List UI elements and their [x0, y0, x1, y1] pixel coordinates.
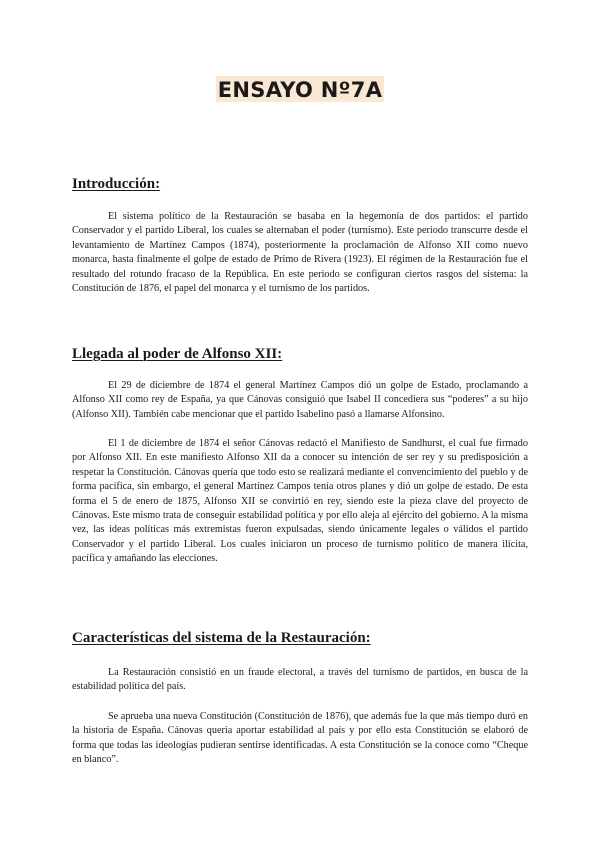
paragraph-caracteristicas-1: La Restauración consistió en un fraude electoral, a través del turnismo de partidos, en busca de la estabilidad política del país. — [72, 667, 528, 693]
document-title: ENSAYO Nº7A — [217, 78, 383, 102]
paragraph-llegada-2: El 1 de diciembre de 1874 el señor Cánovas redactó el Manifiesto de Sandhurst, el cual fue firmado por Alfonso XII. En este manifiesto Alfonso XII da a conocer su intención de ser rey y su predisposición a respetar la Constitución. Cánovas quería que todo esto se realizará mediante el convencimiento del pueblo y de forma pacífica, sin embargo, el general Martínez Campos tenía otros planes y dió un golpe de estado. De esta forma el 5 de enero de 1875, Alfonso XII se convirtió en rey, siendo este la pieza clave del proyecto de Cánovas. Este mismo trata de conseguir estabilidad política y por ello aleja al ejército del gobierno. A la misma vez, las ideas políticas más extremistas fueron expulsadas, siendo únicamente legales o válidos el partido Conservador y el partido Liberal. Los cuales iniciaron un proceso de turnismo político de manera ilícita, pacífica y amañando las elecciones. — [72, 438, 528, 565]
paragraph-llegada-1: El 29 de diciembre de 1874 el general Martínez Campos dió un golpe de Estado, proclamando a Alfonso XII como rey de España, ya que Cánovas consiguió que Isabel II concediera sus “poderes” a su hijo (Alfonso XII). También cabe mencionar que el partido Isabelino pasó a llamarse Alfonsino. — [72, 380, 528, 420]
heading-llegada-al-poder: Llegada al poder de Alfonso XII: — [72, 346, 283, 362]
heading-caracteristicas: Características del sistema de la Restauración: — [72, 630, 371, 646]
heading-introduccion: Introducción: — [72, 176, 161, 192]
title-container — [0, 76, 600, 102]
paragraph-caracteristicas-2: Se aprueba una nueva Constitución (Constitución de 1876), que además fue la que más tiempo duró en la historia de España. Cánovas quería aportar estabilidad al país y por ello esta Constitución se elaboró de forma que todas las ideologías pudieran sentirse identificadas. A esta Constitución se la conoce como “Cheque en blanco”. — [72, 711, 528, 766]
paragraph-introduccion: El sistema político de la Restauración se basaba en la hegemonía de dos partidos: el partido Conservador y el partido Liberal, los cuales se alternaban el poder (turnismo). Este periodo transcurre desde el levantamiento de Martínez Campos (1874), posteriormente la proclamación de Alfonso XII como nuevo monarca, hasta finalmente el golpe de estado de Primo de Rivera (1923). El régimen de la Restauración fue el resultado del rotundo fracaso de la República. En este periodo se configuran ciertos rasgos del sistema: la Constitución de 1876, el papel del monarca y el turnismo de los partidos. — [72, 211, 528, 295]
